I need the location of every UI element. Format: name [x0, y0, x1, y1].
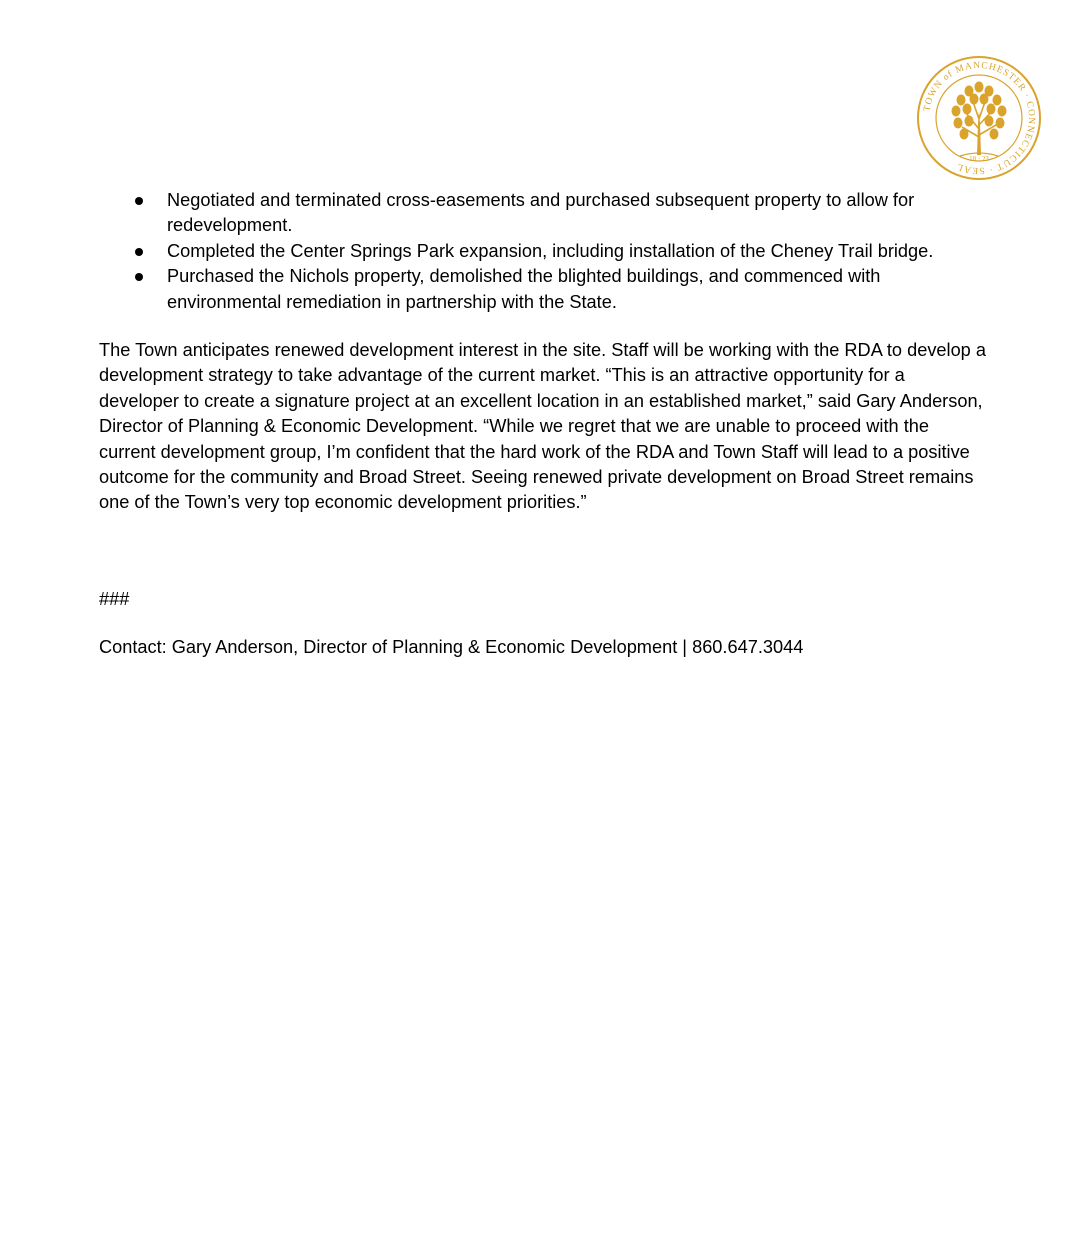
bullet-icon	[135, 248, 143, 256]
list-item: Purchased the Nichols property, demolished the blighted buildings, and commenced with environmental remediation in partnership with the State.	[99, 264, 979, 315]
end-mark: ###	[99, 589, 130, 609]
bullet-icon	[135, 197, 143, 205]
svg-text:TOWN of MANCHESTER · CONNECTIC: TOWN of MANCHESTER · CONNECTICUT · SEAL	[922, 60, 1037, 176]
town-seal-icon	[916, 55, 1042, 181]
list-item: Completed the Center Springs Park expansion, including installation of the Cheney Trail bridge.	[99, 239, 979, 264]
bullet-icon	[135, 273, 143, 281]
accomplishments-list	[99, 188, 979, 315]
list-item: Negotiated and terminated cross-easements and purchased subsequent property to allow for redevelopment.	[99, 188, 979, 239]
svg-text:18 · 23: 18 · 23	[969, 155, 989, 163]
contact-line: Contact: Gary Anderson, Director of Planning & Economic Development | 860.647.3044	[99, 637, 804, 657]
body-paragraph: The Town anticipates renewed development interest in the site. Staff will be working with the RDA to develop a development strategy to take advantage of the current market. “This is an attractive opportunity for a developer to create a signature project at an excellent location in an established market,” said Gary Anderson, Director of Planning & Economic Development. “While we regret that we are unable to proceed with the current development group, I’m confident that the hard work of the RDA and Town Staff will lead to a positive outcome for the community and Broad Street. Seeing renewed private development on Broad Street remains one of the Town’s very top economic development priorities.”	[99, 340, 986, 513]
